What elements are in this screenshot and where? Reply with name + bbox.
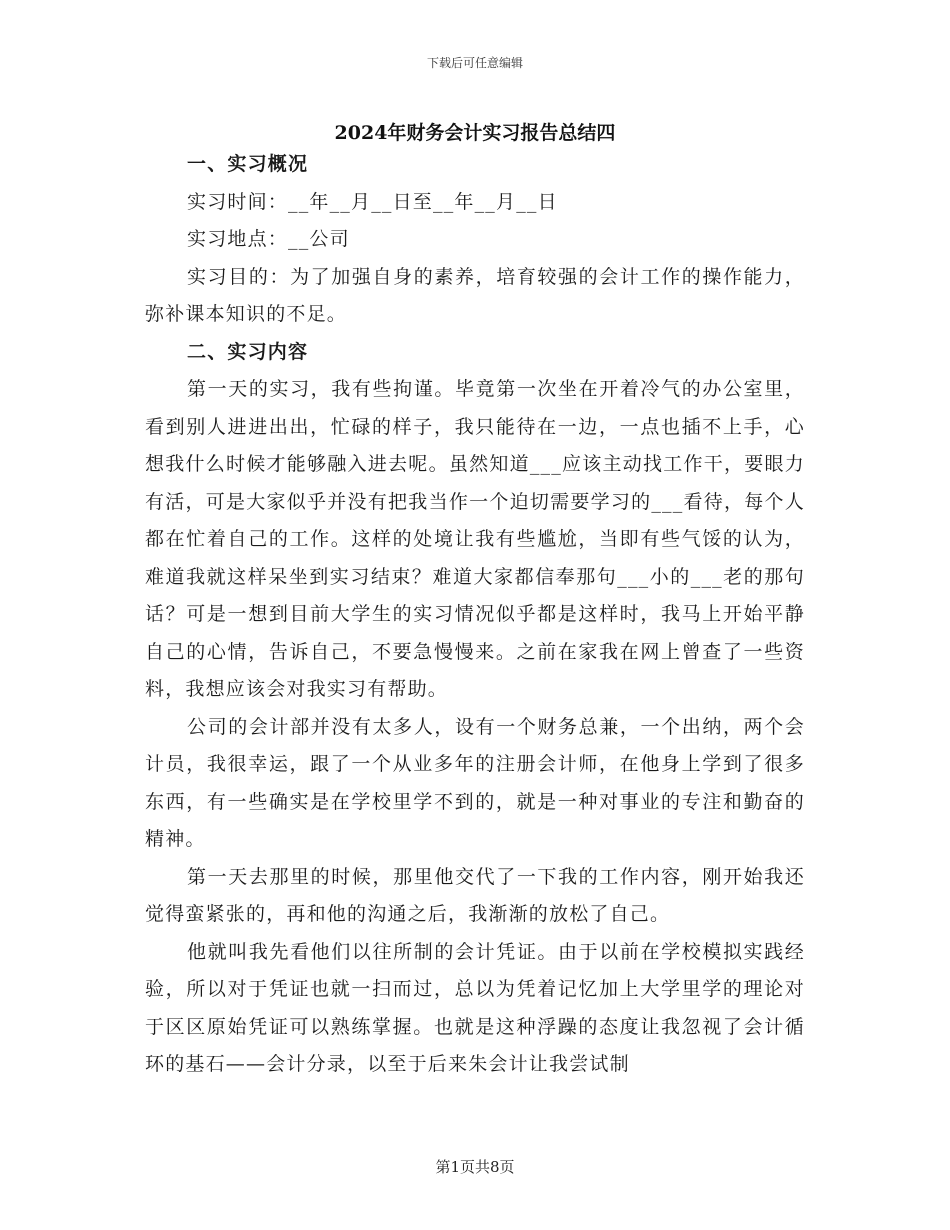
page-footer: 第1页共8页 xyxy=(435,1158,515,1176)
section-heading-overview: 一、实习概况 xyxy=(187,153,309,175)
internship-place-line: 实习地点：__公司 xyxy=(187,228,350,250)
header-note: 下载后可任意编辑 xyxy=(426,56,523,70)
body-paragraph: 他就叫我先看他们以往所制的会计凭证。由于以前在学校模拟实践经验，所以对于凭证也就一扫而过，总以为凭着记忆加上大学里学的理论对于区区原始凭证可以熟练掌握。也就是这种浮躁的态度让我忽视了会计循环的基石——会计分录，以至于后来朱会计让我尝试制 xyxy=(145,940,805,1075)
body-paragraph: 第一天去那里的时候，那里他交代了一下我的工作内容，刚开始我还觉得蛮紧张的，再和他的沟通之后，我渐渐的放松了自己。 xyxy=(145,865,805,925)
section-heading-content: 二、实习内容 xyxy=(187,340,309,363)
body-paragraph: 公司的会计部并没有太多人，设有一个财务总兼，一个出纳，两个会计员，我很幸运，跟了一个从业多年的注册会计师，在他身上学到了很多东西，有一些确实是在学校里学不到的，就是一种对事业的专注和勤奋的精神。 xyxy=(145,715,805,850)
body-paragraph: 第一天的实习，我有些拘谨。毕竟第一次坐在开着冷气的办公室里，看到别人进进出出，忙碌的样子，我只能待在一边，一点也插不上手，心想我什么时候才能够融入进去呢。虽然知道___应该主动找工作干，要眼力有活，可是大家似乎并没有把我当作一个迫切需要学习的___看待，每个人都在忙着自己的工作。这样的处境让我有些尴尬，当即有些气馁的认为，难道我就这样呆坐到实习结束？难道大家都信奉那句___小的___老的那句话？可是一想到目前大学生的实习情况似乎都是这样时，我马上开始平静自己的心情，告诉自己，不要急慢慢来。之前在家我在网上曾查了一些资料，我想应该会对我实习有帮助。 xyxy=(145,378,805,700)
internship-time-line: 实习时间：__年__月__日至__年__月__日 xyxy=(187,190,558,213)
document-title: 2024年财务会计实习报告总结四 xyxy=(334,122,616,144)
document-body xyxy=(145,146,805,1084)
internship-purpose-line: 实习目的：为了加强自身的素养，培育较强的会计工作的操作能力，弥补课本知识的不足。 xyxy=(145,265,805,325)
